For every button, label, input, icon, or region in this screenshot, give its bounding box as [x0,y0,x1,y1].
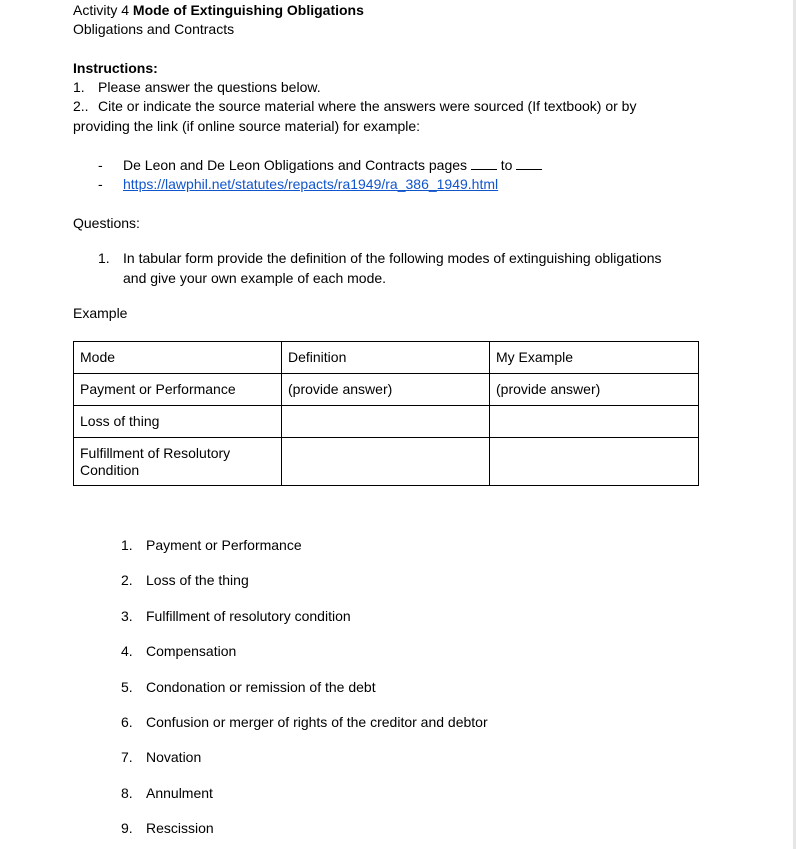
activity-title: Mode of Extinguishing Obligations [132,2,364,18]
table-cell: Fulfillment of Resolutory Condition [74,438,282,486]
instruction-number: 1. [73,79,85,95]
list-number: 5. [121,679,133,695]
list-item [121,819,214,838]
question-text: In tabular form provide the definition of the following modes of extinguishing obligations [123,250,662,266]
blank-line [516,157,542,170]
table-cell: Loss of thing [74,406,282,438]
table-cell [282,438,490,486]
bullet-dash: - [98,157,103,173]
question-1-continuation: and give your own example of each mode. [123,270,387,286]
list-text: Condonation or remission of the debt [146,679,376,695]
table-header-cell: Mode [74,342,282,374]
list-text: Fulfillment of resolutory condition [146,608,351,624]
list-item [121,642,236,661]
activity-prefix: Activity 4 [73,2,130,18]
list-number: 1. [121,537,133,553]
list-number: 2. [121,572,133,588]
instruction-continuation: providing the link (if online source material) for example: [73,118,421,134]
source-link-item [98,175,498,194]
list-number: 8. [121,785,133,801]
table-header-row [74,342,699,374]
table-header-cell: Definition [282,342,490,374]
list-number: 7. [121,749,133,765]
table-row [74,374,699,406]
list-number: 6. [121,714,133,730]
table-row [74,406,699,438]
list-item [121,678,376,697]
question-1 [98,249,662,268]
source-book-item [98,156,542,175]
instruction-number: 2.. [73,98,89,114]
table-row [74,438,699,486]
list-text: Confusion or merger of rights of the creditor and debtor [146,714,488,730]
instruction-text: Cite or indicate the source material where the answers were sourced (If textbook) or by [98,98,637,114]
list-number: 3. [121,608,133,624]
table-cell: Payment or Performance [74,374,282,406]
list-text: Novation [146,749,202,765]
questions-heading: Questions: [73,215,140,231]
list-item [121,748,201,767]
list-text: Annulment [146,785,213,801]
list-text: Payment or Performance [146,537,302,553]
blank-line [471,157,497,170]
source-link[interactable]: https://lawphil.net/statutes/repacts/ra1949/ra_386_1949.html [123,176,499,192]
table-cell [490,438,699,486]
source-book-text: De Leon and De Leon Obligations and Contracts pages [123,157,468,173]
instruction-item [73,78,321,97]
list-item [121,607,351,626]
list-text: Rescission [146,820,214,836]
list-item [121,713,488,732]
list-number: 4. [121,643,133,659]
instruction-text: Please answer the questions below. [98,79,321,95]
table-cell [282,406,490,438]
table-cell [490,406,699,438]
list-item [121,536,302,555]
course-subtitle: Obligations and Contracts [73,21,235,37]
table-header-cell: My Example [490,342,699,374]
activity-heading [73,1,364,20]
bullet-dash: - [98,176,103,192]
modes-table [73,341,699,486]
example-label: Example [73,305,128,321]
question-number: 1. [98,250,110,266]
table-cell: (provide answer) [282,374,490,406]
instructions-heading: Instructions: [73,60,158,76]
source-to-text: to [500,157,513,173]
list-item [121,571,249,590]
list-text: Loss of the thing [146,572,249,588]
list-item [121,784,213,803]
instruction-item [73,97,636,116]
list-text: Compensation [146,643,237,659]
list-number: 9. [121,820,133,836]
table-cell: (provide answer) [490,374,699,406]
